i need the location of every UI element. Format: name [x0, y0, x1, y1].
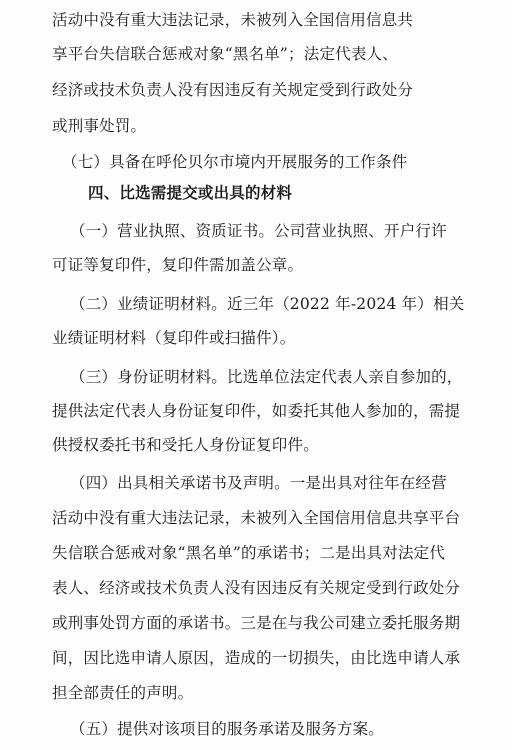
paragraph-line: 担全部责任的声明。	[52, 684, 194, 702]
paragraph-line: （二）业绩证明材料。近三年（2022 年-2024 年）相关	[70, 295, 465, 313]
list-item: （七）具备在呼伦贝尔市境内开展服务的工作条件	[62, 153, 408, 171]
paragraph-line: 表人、经济或技术负责人没有因违反有关规定受到行政处分	[52, 579, 461, 597]
paragraph-line: 业绩证明材料（复印件或扫描件）。	[52, 329, 296, 347]
paragraph-line: 失信联合惩戒对象“黑名单”的承诺书；二是出具对法定代	[52, 544, 446, 562]
text-line: 享平台失信联合惩戒对象“黑名单”；法定代表人、	[52, 45, 398, 63]
section-heading: 四、比选需提交或出具的材料	[88, 184, 293, 202]
paragraph-line: （一）营业执照、资质证书。公司营业执照、开户行许	[70, 222, 447, 240]
paragraph-line: （五）提供对该项目的服务承诺及服务方案。	[70, 720, 385, 738]
text-line: 或刑事处罚。	[52, 117, 147, 135]
paragraph-line: 或刑事处罚方面的承诺书。三是在与我公司建立委托服务期	[52, 614, 461, 632]
paragraph-line: （三）身份证明材料。比选单位法定代表人亲自参加的，	[70, 368, 463, 386]
paragraph-line: 可证等复印件，复印件需加盖公章。	[52, 256, 304, 274]
paragraph-line: （四）出具相关承诺书及声明。一是出具对往年在经营	[70, 474, 447, 492]
text-line: 活动中没有重大违法记录，未被列入全国信用信息共	[52, 11, 414, 29]
paragraph-line: 间，因比选申请人原因，造成的一切损失，由比选申请人承	[52, 649, 461, 667]
paragraph-line: 供授权委托书和受托人身份证复印件。	[52, 436, 319, 454]
paragraph-line: 提供法定代表人身份证复印件，如委托其他人参加的，需提	[52, 402, 461, 420]
paragraph-line: 活动中没有重大违法记录，未被列入全国信用信息共享平台	[52, 509, 461, 527]
text-line: 经济或技术负责人没有因违反有关规定受到行政处分	[52, 81, 414, 99]
